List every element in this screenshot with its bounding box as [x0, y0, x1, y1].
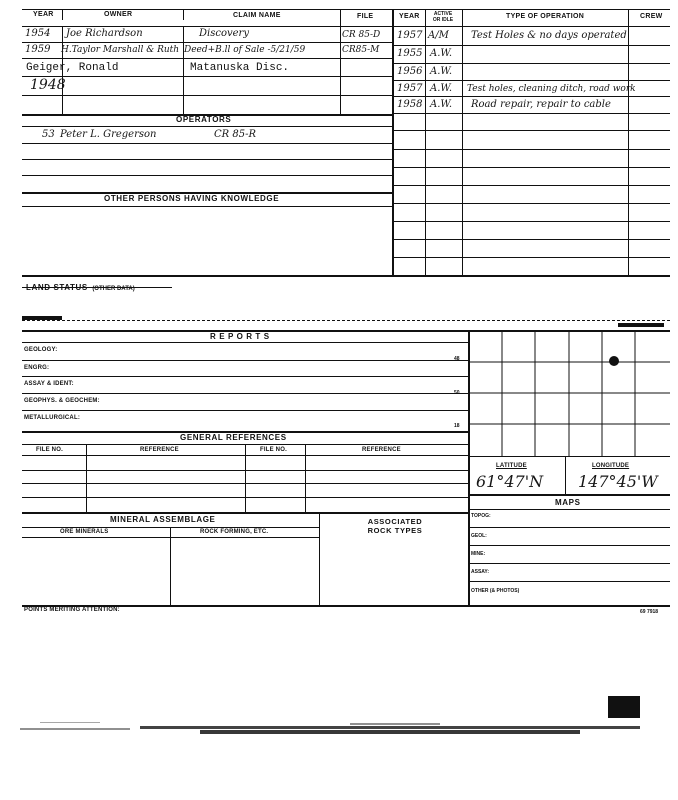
column-divider: [628, 9, 629, 275]
owner-year-2: 1959: [25, 44, 51, 55]
maps-top: [469, 494, 670, 496]
row-line: [22, 393, 468, 394]
activity-year-3: 1956: [397, 66, 423, 77]
row-line: [469, 456, 670, 457]
activity-status-5: A.W.: [430, 99, 453, 110]
scan-noise-graphic: [20, 718, 660, 738]
land-status-label: LAND STATUS: [26, 283, 88, 292]
row-line: [469, 563, 670, 564]
header-divider: [183, 9, 184, 20]
longitude-value: 147°45'W: [578, 472, 658, 491]
points-meriting-attention: POINTS MERITING ATTENTION:: [24, 607, 120, 613]
land-status-sub: (OTHER DATA): [92, 286, 135, 292]
reports-title: R E P O R T S: [210, 332, 270, 341]
column-divider: [425, 9, 426, 275]
row-line: [22, 159, 392, 160]
location-grid-lines: [469, 331, 670, 456]
activity-year-4: 1957: [397, 83, 423, 94]
report-num-2: 50: [454, 390, 460, 396]
header-divider: [62, 9, 63, 20]
report-metallurgical: METALLURGICAL:: [24, 415, 81, 421]
operator-name: Peter L. Gregerson: [60, 129, 157, 140]
row-line: [392, 96, 670, 97]
maps-assay: ASSAY:: [471, 569, 490, 575]
row-line: [22, 58, 392, 59]
scan-artifact: [618, 323, 664, 327]
mineral-top: [22, 512, 468, 514]
owner-col-divider: [340, 26, 341, 114]
claim-name-1: Discovery: [199, 28, 249, 39]
activity-year-5: 1958: [397, 99, 423, 110]
row-line: [469, 527, 670, 528]
ref-col-divider: [86, 444, 87, 512]
row-line: [392, 239, 670, 240]
header-divider: [340, 9, 341, 26]
scan-artifact: [608, 696, 640, 718]
claim-name-2: Deed+B.ll of Sale -5/21/59: [184, 45, 306, 55]
report-geology: GEOLOGY:: [24, 347, 58, 353]
ref-col-divider: [245, 444, 246, 512]
header-claim-name: CLAIM NAME: [233, 12, 281, 19]
row-line: [22, 143, 392, 144]
activity-status-2: A.W.: [430, 48, 453, 59]
owner-name-2: H.Taylor Marshall & Ruth: [61, 45, 180, 55]
claim-name-3: Matanuska Disc.: [190, 62, 290, 74]
file-1: CR 85-D: [342, 30, 381, 40]
row-line: [22, 42, 392, 43]
report-engrg: ENGRG:: [24, 365, 50, 371]
owner-name-1: Joe Richardson: [66, 28, 143, 39]
mineral-col-divider: [319, 512, 320, 605]
operator-year: 53: [42, 129, 55, 140]
rock-forming-label: ROCK FORMING, ETC.: [200, 529, 269, 535]
column-divider: [462, 9, 463, 275]
location-marker-icon: [609, 356, 619, 366]
row-line: [392, 149, 670, 150]
latitude-label: LATITUDE: [496, 463, 527, 469]
report-num-1: 48: [454, 356, 460, 362]
latitude-value: 61°47'N: [476, 472, 544, 491]
maps-other: OTHER (& PHOTOS): [471, 588, 520, 594]
maps-mine: MINE:: [471, 551, 486, 557]
row-line: [392, 257, 670, 258]
activity-year-1: 1957: [397, 30, 423, 41]
row-line: [22, 76, 392, 77]
header-file: FILE: [357, 13, 374, 20]
operators-title: OPERATORS: [176, 115, 232, 124]
row-line: [392, 185, 670, 186]
form-number: 69 7918: [640, 609, 659, 615]
row-line: [22, 360, 468, 361]
row-line: [22, 175, 392, 176]
header-year: YEAR: [33, 11, 54, 18]
longitude-label: LONGITUDE: [592, 463, 630, 469]
row-line: [392, 45, 670, 46]
header-active-idle: ACTIVE OR IDLE: [432, 11, 454, 23]
row-line: [392, 80, 670, 81]
row-line: [22, 376, 468, 377]
ref-col-file-no-1: FILE NO.: [36, 447, 63, 453]
assoc-rock-types-label: ASSOCIATED ROCK TYPES: [367, 517, 423, 535]
owner-col-divider: [183, 26, 184, 114]
row-line: [392, 203, 670, 204]
row-line: [469, 581, 670, 582]
owner-year-4: 1948: [30, 77, 66, 93]
header-bottom-line: [22, 26, 670, 27]
other-persons-title: OTHER PERSONS HAVING KNOWLEDGE: [104, 194, 280, 203]
row-line: [22, 95, 392, 96]
row-line: [392, 63, 670, 64]
row-line: [392, 167, 670, 168]
row-line: [392, 113, 670, 114]
owner-name-3: Geiger, Ronald: [26, 62, 119, 74]
activity-year-2: 1955: [397, 48, 423, 59]
maps-geol: GEOL:: [471, 533, 487, 539]
header-type-of-operation: TYPE OF OPERATION: [506, 13, 585, 20]
header-crew: CREW: [640, 13, 663, 20]
top-border: [22, 9, 670, 10]
activity-status-1: A/M: [428, 30, 449, 41]
ref-col-reference-1: REFERENCE: [140, 447, 179, 453]
report-num-3: 18: [454, 423, 460, 429]
activity-operation-4: Test holes, cleaning ditch, road work: [467, 84, 636, 94]
header-owner: OWNER: [104, 11, 133, 18]
row-line: [469, 545, 670, 546]
row-line: [22, 342, 468, 343]
land-status-underline: [22, 287, 172, 288]
operator-file: CR 85-R: [214, 129, 256, 140]
report-assay: ASSAY & IDENT:: [24, 381, 74, 387]
activity-status-3: A.W.: [430, 66, 453, 77]
activity-status-4: A.W.: [430, 83, 453, 94]
scan-noise: [20, 718, 660, 738]
row-line: [22, 126, 392, 127]
row-line: [22, 206, 392, 207]
section-separator: [22, 320, 670, 321]
file-2: CR85-M: [342, 45, 380, 55]
row-line: [392, 221, 670, 222]
main-vertical-divider: [392, 9, 394, 275]
owner-year-1: 1954: [25, 28, 51, 39]
ore-minerals-label: ORE MINERALS: [60, 529, 109, 535]
activity-operation-5: Road repair, repair to cable: [471, 99, 611, 110]
header-year2: YEAR: [399, 13, 420, 20]
location-grid: [469, 331, 670, 456]
row-line: [22, 410, 468, 411]
ref-col-reference-2: REFERENCE: [362, 447, 401, 453]
latlong-divider: [565, 456, 566, 494]
activity-operation-1: Test Holes & no days operated: [471, 30, 627, 41]
row-line: [392, 130, 670, 131]
general-refs-title: GENERAL REFERENCES: [180, 433, 287, 442]
row-line: [469, 509, 670, 510]
maps-title: MAPS: [555, 498, 581, 507]
mineral-col-divider: [170, 527, 171, 605]
maps-topog: TOPOG:: [471, 513, 491, 519]
ref-col-file-no-2: FILE NO.: [260, 447, 287, 453]
land-status: [26, 277, 135, 295]
report-geophys: GEOPHYS. & GEOCHEM:: [24, 398, 100, 404]
ref-col-divider: [305, 444, 306, 512]
mineral-title: MINERAL ASSEMBLAGE: [110, 515, 216, 524]
